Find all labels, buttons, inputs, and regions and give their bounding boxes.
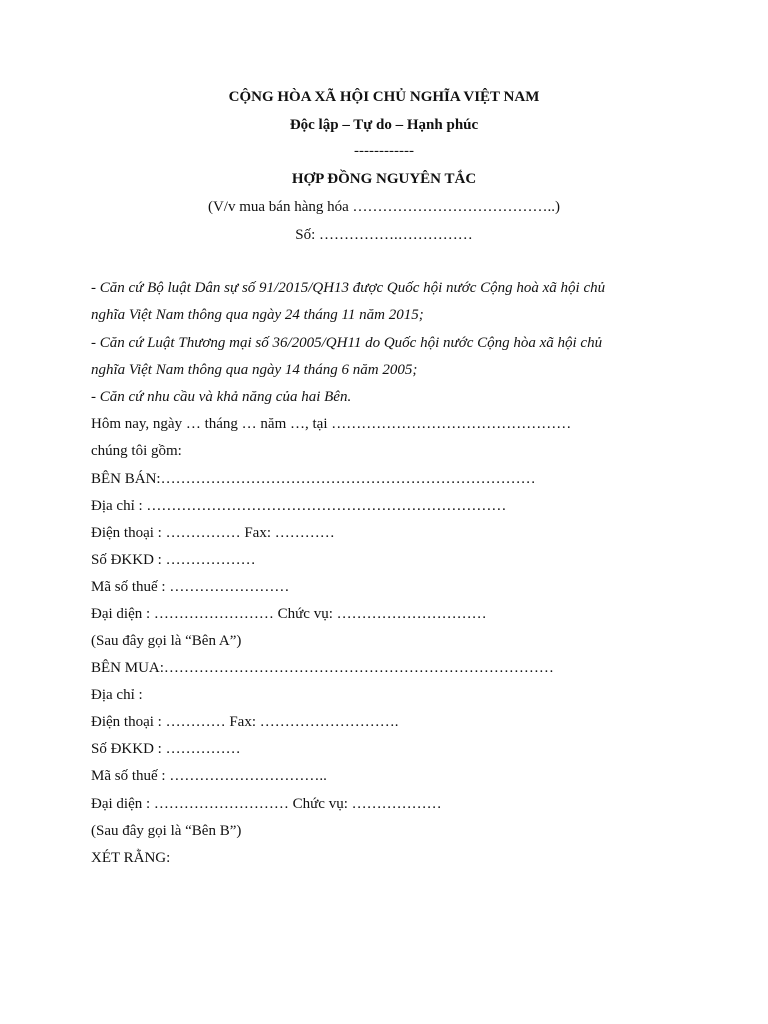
motto: Độc lập – Tự do – Hạnh phúc bbox=[289, 117, 479, 133]
buyer-name: BÊN MUA:…………………………………………………………………… bbox=[91, 660, 554, 676]
contract-title: HỢP ĐỒNG NGUYÊN TẮC bbox=[291, 171, 477, 187]
whereas-heading: XÉT RẰNG: bbox=[91, 850, 171, 866]
legal-basis-commercial-law: - Căn cứ Luật Thương mại số 36/2005/QH11 do Quốc hội nước Cộng hòa xã hội chủ bbox=[91, 335, 603, 351]
seller-alias: (Sau đây gọi là “Bên A”) bbox=[91, 633, 242, 649]
legal-basis-civil-code: - Căn cứ Bộ luật Dân sự số 91/2015/QH13 được Quốc hội nước Cộng hoà xã hội chủ bbox=[91, 280, 606, 296]
legal-basis-needs: - Căn cứ nhu cầu và khả năng của hai Bên. bbox=[91, 389, 352, 405]
seller-name: BÊN BÁN:………………………………………………………………… bbox=[91, 471, 536, 487]
seller-business-reg: Số ĐKKD : ……………… bbox=[91, 552, 256, 568]
seller-representative: Đại diện : …………………… Chức vụ: ………………………… bbox=[91, 606, 487, 622]
contract-subject: (V/v mua bán hàng hóa …………………………………..) bbox=[207, 199, 561, 215]
buyer-business-reg: Số ĐKKD : …………… bbox=[91, 741, 241, 757]
seller-address: Địa chỉ : ……………………………………………………………… bbox=[91, 498, 507, 514]
legal-basis-civil-code-date: nghĩa Việt Nam thông qua ngày 24 tháng 11 năm 2015; bbox=[91, 307, 424, 323]
intro-date-place: Hôm nay, ngày … tháng … năm …, tại ………………………………………… bbox=[91, 416, 572, 432]
intro-parties: chúng tôi gồm: bbox=[91, 443, 182, 459]
contract-number: Số: …………….…………… bbox=[295, 227, 473, 243]
buyer-phone-fax: Điện thoại : ………… Fax: ………………………. bbox=[91, 714, 399, 730]
buyer-address: Địa chỉ : bbox=[91, 687, 143, 703]
country-heading: CỘNG HÒA XÃ HỘI CHỦ NGHĨA VIỆT NAM bbox=[228, 89, 540, 105]
buyer-alias: (Sau đây gọi là “Bên B”) bbox=[91, 823, 242, 839]
seller-tax-code: Mã số thuế : …………………… bbox=[91, 579, 290, 595]
separator: ------------ bbox=[354, 143, 414, 159]
buyer-representative: Đại diện : ……………………… Chức vụ: ……………… bbox=[91, 796, 442, 812]
seller-phone-fax: Điện thoại : …………… Fax: ………… bbox=[91, 525, 335, 541]
buyer-tax-code: Mã số thuế : ………………………….. bbox=[91, 768, 327, 784]
legal-basis-commercial-law-date: nghĩa Việt Nam thông qua ngày 14 tháng 6 năm 2005; bbox=[91, 362, 418, 378]
